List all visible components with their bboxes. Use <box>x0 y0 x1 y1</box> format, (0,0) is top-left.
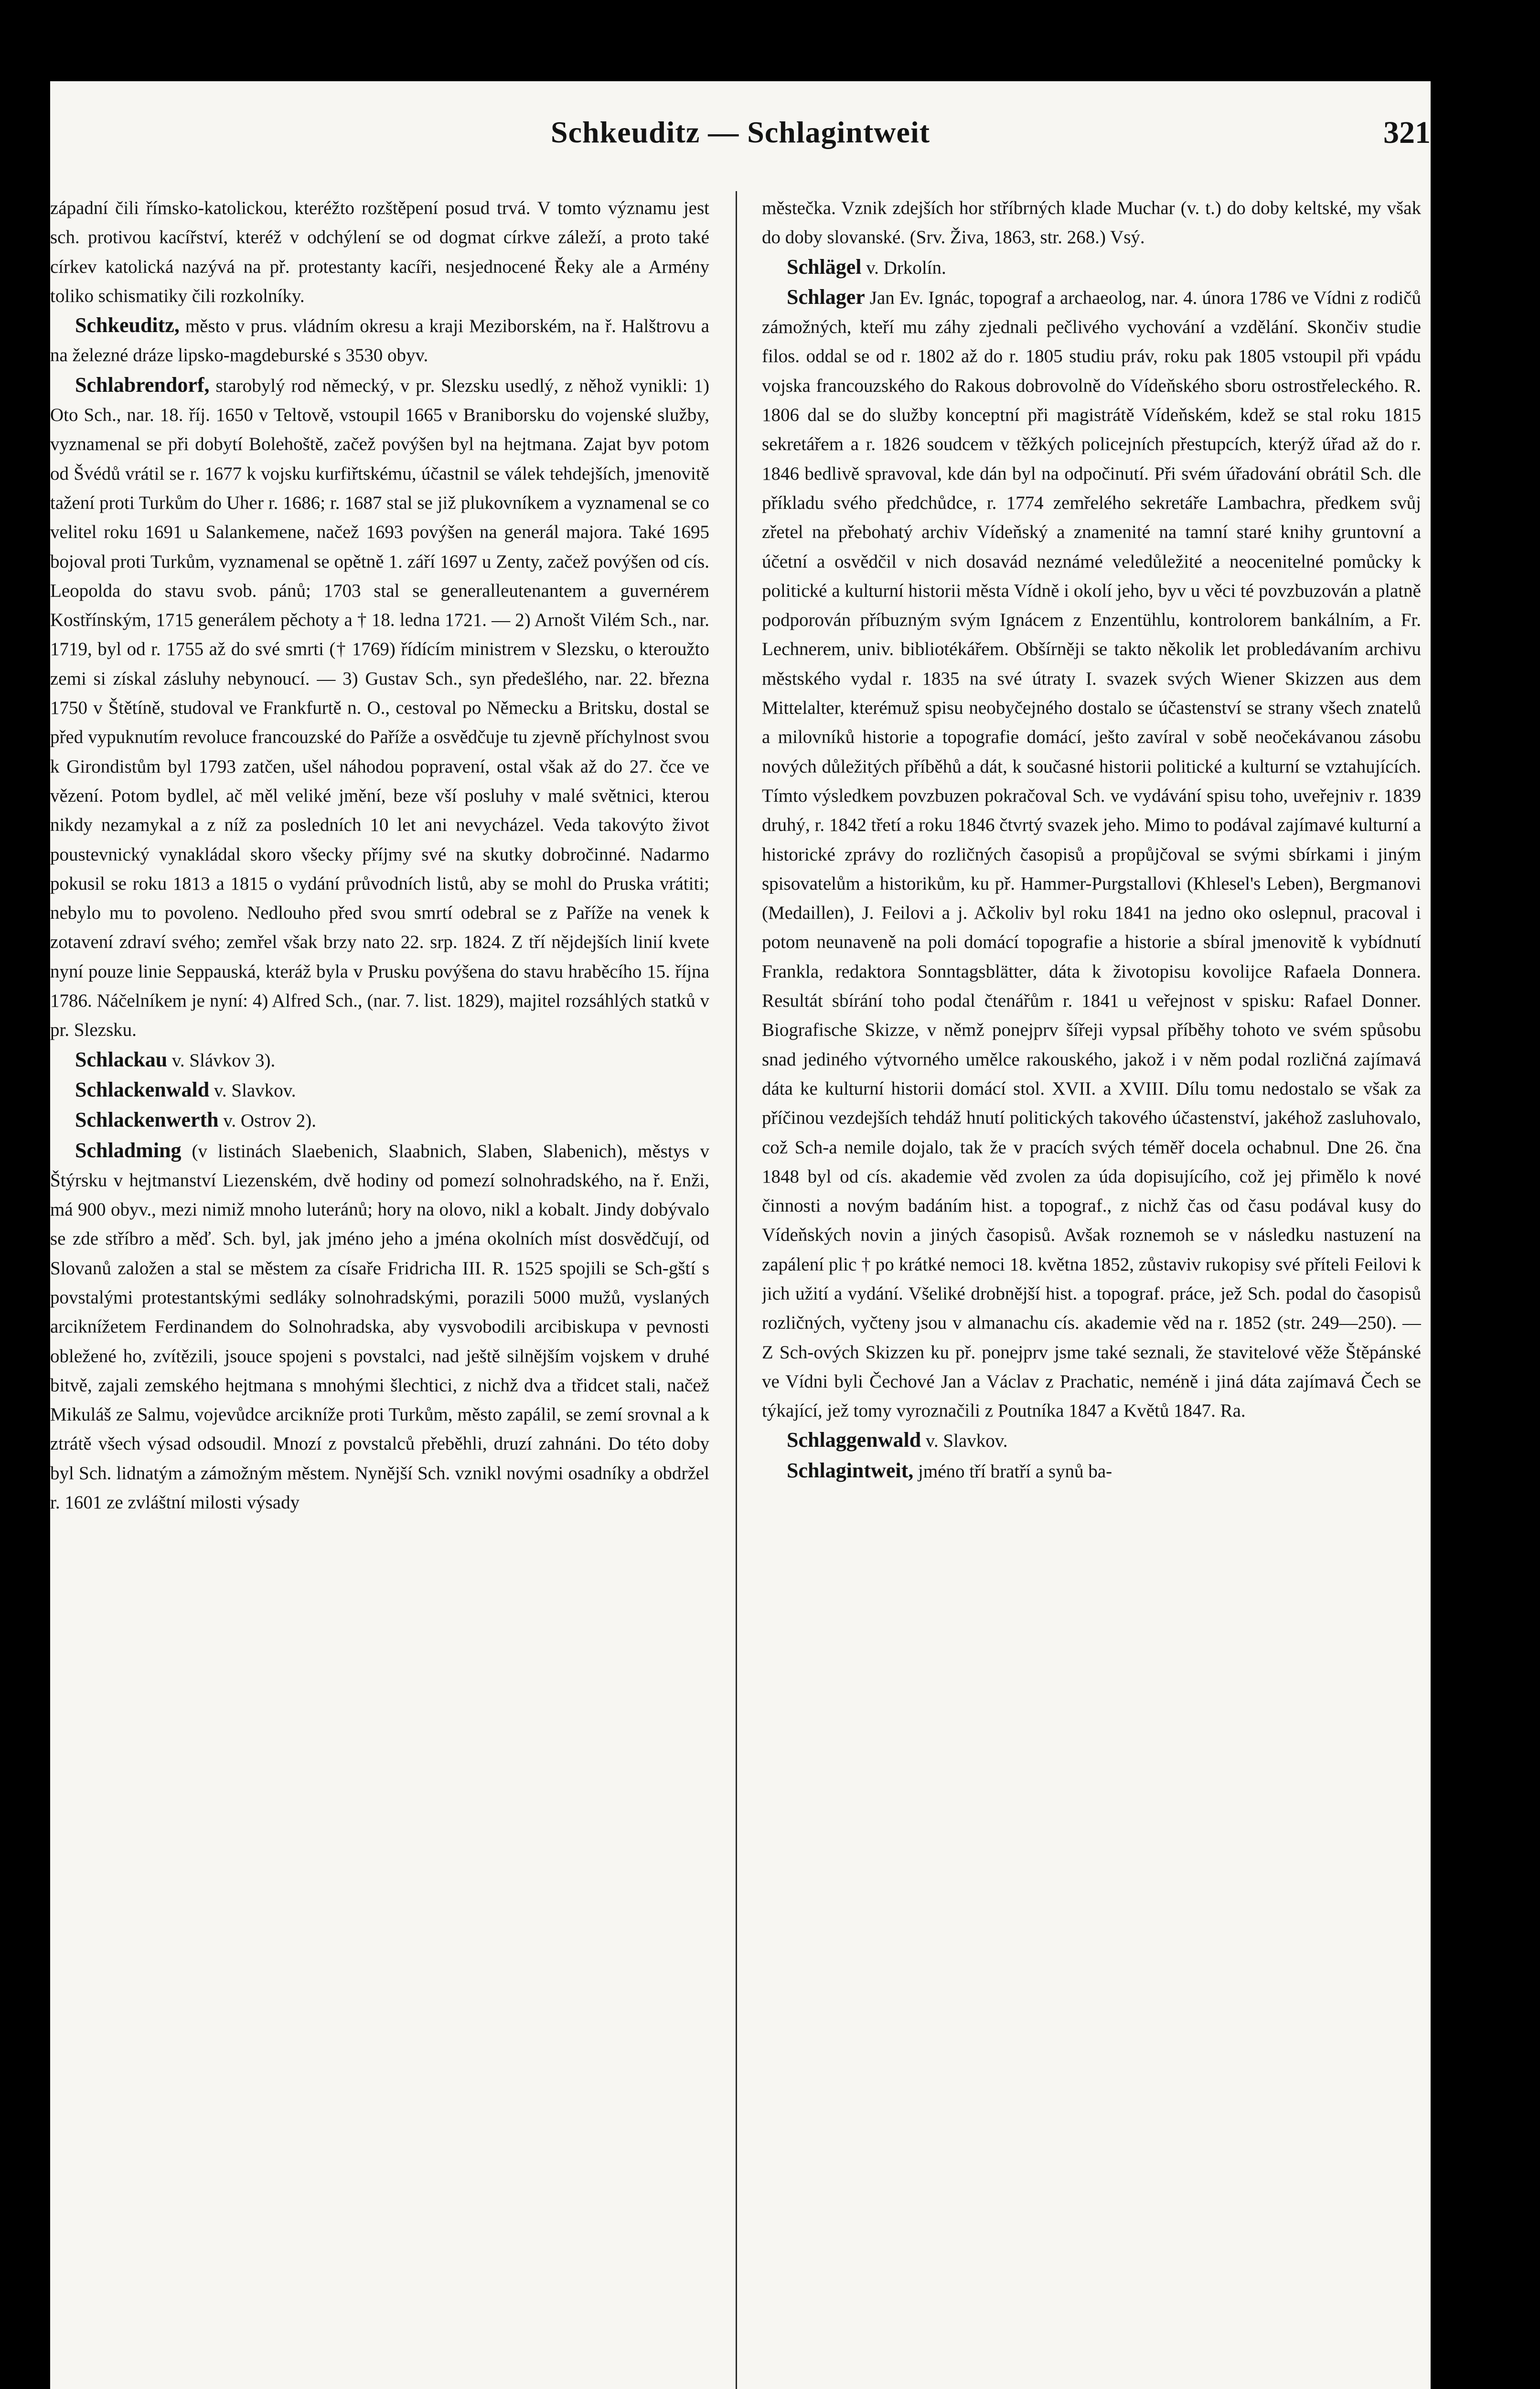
entry-schlackenwald <box>50 1075 709 1105</box>
entry-text: západní čili římsko-katolickou, kteréžto rozštěpení posud trvá. V tomto významu jest sch. protivou kacířství, kteréž v odchýlení se od dogmat církve záleží, a proto také církev katolická nazývá na př. protestanty kacíři, nesjednocené Řeky ale a Armény toliko schismatiky čili rozkolníky. <box>50 198 709 306</box>
entry-text: v. Slávkov 3). <box>171 1050 276 1071</box>
headword: Schlackenwald <box>75 1077 210 1101</box>
right-column <box>762 194 1421 2389</box>
entry-schlabrendorf <box>50 370 709 1045</box>
entry-schlackau <box>50 1045 709 1075</box>
entry-schlagintweit <box>762 1456 1421 1486</box>
entry-schlager <box>762 282 1421 1426</box>
column-rule <box>736 191 737 2389</box>
headword: Schkeuditz, <box>75 313 180 337</box>
page-header <box>50 115 1431 172</box>
headword: Schlägel <box>787 255 862 279</box>
headword: Schlackenwerth <box>75 1108 219 1132</box>
headword: Schlaggenwald <box>787 1428 921 1452</box>
left-column <box>50 194 709 2389</box>
headword: Schlackau <box>75 1047 168 1071</box>
entry-text: v. Slavkov. <box>214 1080 296 1101</box>
running-head: Schkeuditz — Schlagintweit <box>550 115 930 149</box>
headword: Schlager <box>787 285 865 309</box>
entry-text: starobylý rod německý, v pr. Slezsku usedlý, z něhož vynikli: 1) Oto Sch., nar. 18. říj. 1650 v Teltově, vstoupil 1665 v Braniborsku do vojenské služby, vyznamenal se při dobytí Bolehoště, začež povýšen byl na hejtmana. Zajat byv potom od Švédů vrátil se r. 1677 k vojsku kurfiřtskému, účastnil se válek tehdejších, jmenovitě tažení proti Turkům do Uher r. 1686; r. 1687 stal se již plukovníkem a vyznamenal se co velitel roku 1691 u Salankemene, načež 1693 povýšen na generál majora. Také 1695 bojoval proti Turkům, vyznamenal se opětně 1. září 1697 u Zenty, začež povýšen od cís. Leopolda do stavu svob. pánů; 1703 stal se generalleutenantem a guvernérem Kostřínským, 1715 generálem pěchoty a † 18. ledna 1721. — 2) Arnošt Vilém Sch., nar. 1719, byl od r. 1755 až do své smrti († 1769) řídícím ministrem v Slezsku, o kteroužto zemi si získal zásluhy nebynoucí. — 3) Gustav Sch., syn předešlého, nar. 22. března 1750 v Štětíně, studoval ve Frankfurtě n. O., cestoval po Německu a Britsku, dostal se před vypuknutím revoluce francouzské do Paříže a osvědčuje tu zjevně příchylnost svou k Girondistům byl 1793 zatčen, ušel náhodou popravení, ostal však až do 27. čce ve vězení. Potom bydlel, ač měl veliké jmění, beze vší posluhy v malé světnici, kterou nikdy nezamykal a z níž za posledních 10 let ani nevycházel. Veda takovýto život poustevnický vynakládal skoro všecky příjmy své na skutky dobročinné. Nadarmo pokusil se roku 1813 a 1815 o vydání průvodních listů, aby se mohl do Pruska vrátiti; nebylo mu to povoleno. Nedlouho před svou smrtí odebral se z Paříže na venek k zotavení zdraví svého; zemřel však brzy nato 22. srp. 1824. Z tří nějdejších linií kvete nyní pouze linie Seppauská, kteráž byla v Prusku povýšena do stavu hraběcího 15. října 1786. Náčelníkem je nyní: 4) Alfred Sch., (nar. 7. list. 1829), majitel rozsáhlých statků v pr. Slezsku. <box>50 375 709 1041</box>
entry-text: město v prus. vládním okresu a kraji Meziborském, na ř. Halštrovu a na železné dráze lipsko-magdeburské s 3530 obyv. <box>50 316 709 366</box>
headword: Schladming <box>75 1138 182 1162</box>
page-number: 321 <box>1383 115 1431 150</box>
entry-continuation <box>762 194 1421 252</box>
entry-schkeuditz <box>50 311 709 370</box>
entry-schlackenwerth <box>50 1105 709 1135</box>
entry-text: v. Slavkov. <box>925 1431 1008 1452</box>
dictionary-page <box>50 81 1431 2389</box>
entry-schlaggenwald <box>762 1425 1421 1455</box>
entry-text: Jan Ev. Ignác, topograf a archaeolog, nar. 4. února 1786 ve Vídni z rodičů zámožných, kteří mu záhy zjednali pečlivého vychování a vzdělání. Skončiv studie filos. oddal se od r. 1802 až do r. 1805 studiu práv, roku pak 1805 vstoupil při vpádu vojska francouzského do Rakous dobrovolně do Vídeňského sboru ostrostřeleckého. R. 1806 dal se do služby konceptní při magistrátě Vídeňském, kdež se stal roku 1815 sekretářem a r. 1826 soudcem v těžkých policejních přestupcích, kterýž úřad až do r. 1846 bedlivě spravoval, kde dán byl na odpočinutí. Při svém úřadování obrátil Sch. dle příkladu svého předchůdce, r. 1774 zemřelého sekretáře Lambachra, předkem svůj zřetel na přebohatý archiv Vídeňský a znamenité na tamní staré knihy gruntovní a účetní a osvědčil v nich dosavád neznámé veledůležité a neocenitelné pomůcky k politické a kulturní historii města Vídně i okolí jeho, byv u věci té povzbuzován a platně podporován příbuzným svým Ignácem z Enzentühlu, kontrolorem bankálním, a Fr. Lechnerem, univ. bibliotékářem. Obšírněji se takto několik let probledávaním archivu městského vydal r. 1835 na své útraty I. svazek svých Wiener Skizzen aus dem Mittelalter, kterémuž spisu neobyčejného dostalo se účastenství se strany všech znatelů a milovníků historie a topografie domácí, ješto zavíral v sobě neočekávanou zásobu nových důležitých příběhů a dát, k současné historii politické a kulturní se vztahujících. Tímto výsledkem povzbuzen pokračoval Sch. ve vydávání spisu toho, uveřejniv r. 1839 druhý, r. 1842 třetí a roku 1846 čtvrtý svazek jeho. Mimo to podával zajímavé kulturní a historické zprávy do rozličných časopisů a propůjčoval se svými sbírkami i jiným spisovatelům a historikům, ku př. Hammer-Purgstallovi (Khlesel's Leben), Bergmanovi (Medaillen), J. Feilovi a j. Ačkoliv byl roku 1841 na jedno oko oslepnul, pracoval i potom neunaveně na poli domácí topografie a historie a sbíral jmenovitě k vybídnutí Frankla, redaktora Sonntagsblätter, dáta k životopisu kovolijce Rafaela Donnera. Resultát sbírání toho podal čtenářům r. 1841 u veřejnost v spisku: Rafael Donner. Biografische Skizze, v němž ponejprv šířeji vypsal příběhy tohoto ve svém spůsobu snad jediného výtvorného umělce rakouského, jakož i v něm podal rozličná zajímavá dáta ke kulturní historii domácí stol. XVII. a XVIII. Dílu tomu nedostalo se však za příčinou vezdejších tehdáž hnutí politických takového účastenství, jakéhož zasluhovalo, což Sch-a nemile dojalo, tak že v pracích svých téměř docela ochabnul. Dne 26. čna 1848 byl od cís. akademie věd zvolen za úda dopisujícího, což jej přimělo k nové činnosti a novým badáním hist. a topograf., z nichž čas od času podával kusy do Vídeňských novin a jiných časopisů. Avšak roznemoh se v následku nastuzení na zapálení plic † po krátké nemoci 18. května 1852, zůstaviv rukopisy své příteli Feilovi k jich užití a vydání. Všeliké drobnější hist. a topograf. práce, jež Sch. podal do časopisů rozličných, vyčteny jsou v almanachu cís. akademie věd na r. 1852 (str. 249—250). — Z Sch-ových Skizzen ku př. ponejprv jsme také seznali, že stavitelové věže Štěpánské ve Vídni byli Čechové Jan a Václav z Prachatic, neméně i jiná dáta zajímavá Čech se týkající, jež tomy vyroznačili z Poutníka 1847 a Květů 1847. Ra. <box>762 287 1421 1421</box>
entry-schladming <box>50 1136 709 1517</box>
entry-text: jméno tří bratří a synů ba- <box>918 1461 1112 1482</box>
entry-schlagel <box>762 252 1421 282</box>
entry-text: městečka. Vznik zdejších hor stříbrných klade Muchar (v. t.) do doby keltské, my však do doby slovanské. (Srv. Živa, 1863, str. 268.) Vsý. <box>762 198 1421 248</box>
entry-text: v. Ostrov 2). <box>223 1110 317 1131</box>
headword: Schlagintweit, <box>787 1458 914 1482</box>
entry-continuation <box>50 194 709 311</box>
entry-text: v. Drkolín. <box>866 257 946 278</box>
headword: Schlabrendorf, <box>75 373 210 397</box>
entry-text: (v listinách Slaebenich, Slaabnich, Slaben, Slabenich), městys v Štýrsku v hejtmanství Liezenském, dvě hodiny od pomezí solnohradského, na ř. Enži, má 900 obyv., mezi nimiž mnoho luteránů; hory na olovo, nikl a kobalt. Jindy dobývalo se zde stříbro a měď. Sch. byl, jak jméno jeho a jména okolních míst dosvědčují, od Slovanů založen a stal se městem za císaře Fridricha III. R. 1525 spojili se Sch-gští s povstalými protestantskými sedláky solnohradskými, porazili 5000 mužů, vyslaných arciknížetem Ferdinandem do Solnohradska, aby vysvobodili arcibiskupa v pevnosti obležené ho, zvítězili, jsouce spojeni s povstalci, nad ještě silnějším vojskem v druhé bitvě, zajali zemského hejtmana s mnohými šlechtici, z nichž dva a třidcet stali, načež Mikuláš ze Salmu, vojevůdce arcikníže proti Turkům, město zapálil, se zemí srovnal a k ztrátě všech výsad odsoudil. Mnozí z povstalců přeběhli, druzí zahnáni. Do této doby byl Sch. lidnatým a zámožným městem. Nynější Sch. vznikl novými osadníky a obdržel r. 1601 ze zvláštní milosti výsady <box>50 1141 709 1513</box>
